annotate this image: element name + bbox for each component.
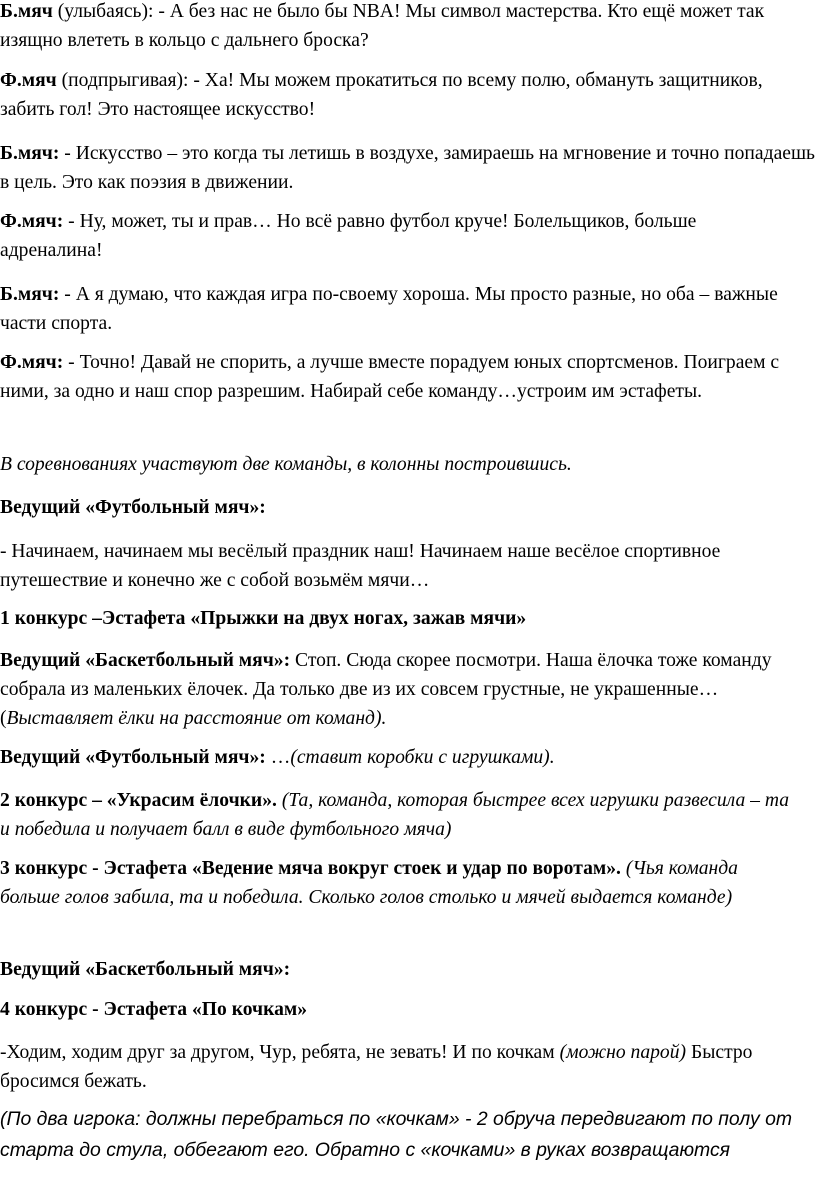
dialogue-text: - Точно! Давай не спорить, а лучше вместе порадуем юных спортсменов. Поиграем с ними, за одно и наш спор разрешим. Набирай себе команду…устроим им эстафеты. <box>0 352 780 402</box>
contest-rules: (По два игрока: должны перебраться по «кочкам» - 2 обруча передвигают по полу от старта до стула, оббегают его. Обратно с «кочками» в руках возвращаются <box>0 1108 793 1161</box>
dialogue-text: - Искусство – это когда ты летишь в воздухе, замираешь на мгновение и точно попадаешь в цель. Это как поэзия в движении. <box>0 143 815 193</box>
speaker-label: Б.мяч: <box>0 143 60 164</box>
host-heading-basketball <box>0 955 800 984</box>
contest-4-rules <box>0 1104 816 1166</box>
contest-title: 1 конкурс –Эстафета «Прыжки на двух ногах, зажав мячи» <box>0 608 527 629</box>
ellipsis-text: … <box>265 747 291 768</box>
paragraph-rhyme <box>0 1038 800 1096</box>
stage-direction-text: В соревнованиях участвуют две команды, в колонны построившись. <box>0 454 572 475</box>
paragraph-dialogue-4 <box>0 207 800 265</box>
contest-rules: (Чья команда больше голов забила, та и победила. Сколько голов столько и мячей выдается команде) <box>0 858 738 908</box>
host-label: Ведущий «Футбольный мяч»: <box>0 497 266 518</box>
rhyme-note: (можно парой) <box>559 1042 687 1063</box>
speaker-label: Ф.мяч <box>0 70 57 91</box>
stage-direction <box>0 450 800 479</box>
dialogue-text: - Ну, может, ты и прав… Но всё равно футбол круче! Болельщиков, больше адреналина! <box>0 211 697 261</box>
speaker-label: Б.мяч: <box>0 284 60 305</box>
contest-2-paragraph <box>0 786 800 844</box>
paragraph-host-speech <box>0 537 816 595</box>
host-label: Ведущий «Футбольный мяч»: <box>0 747 266 768</box>
contest-rules: (Та, команда, которая быстрее всех игрушки развесила – та и победила и получает балл в виде футбольного мяча) <box>0 790 790 840</box>
speaker-label: Ф.мяч: <box>0 211 64 232</box>
paragraph-dialogue-2 <box>0 66 800 124</box>
host-speech-text: - Начинаем, начинаем мы весёлый праздник наш! Начинаем наше весёлое спортивное путешествие и конечно же с собой возьмём мячи… <box>0 541 721 591</box>
dialogue-text: - А я думаю, что каждая игра по-своему хороша. Мы просто разные, но оба – важные части спорта. <box>0 284 778 334</box>
dialogue-text: (улыбаясь): - А без нас не было бы NBA! Мы символ мастерства. Кто ещё может так изящно влететь в кольцо с дальнего броска? <box>0 1 765 51</box>
contest-4-heading <box>0 995 800 1024</box>
contest-title: 2 конкурс – «Украсим ёлочки». <box>0 790 277 811</box>
contest-title: 3 конкурс - Эстафета «Ведение мяча вокруг стоек и удар по воротам». <box>0 858 621 879</box>
paragraph-dialogue-6 <box>0 348 800 406</box>
paragraph-host-basketball <box>0 646 800 733</box>
rhyme-text: -Ходим, ходим друг за другом, Чур, ребята, не зевать! И по кочкам <box>0 1042 560 1063</box>
contest-1-heading <box>0 604 800 633</box>
rhyme-text-end: Быстро бросимся бежать. <box>0 1042 753 1092</box>
speaker-label: Б.мяч <box>0 1 53 22</box>
paragraph-host-football-2 <box>0 743 800 772</box>
paragraph-dialogue-1 <box>0 0 800 55</box>
dialogue-text: (подпрыгивая): - Ха! Мы можем прокатиться по всему полю, обмануть защитников, забить гол! Это настоящее искусство! <box>0 70 763 120</box>
stage-direction-inline: Выставляет ёлки на расстояние от команд). <box>6 708 387 729</box>
host-heading-football <box>0 493 800 522</box>
speaker-label: Ф.мяч: <box>0 352 64 373</box>
contest-title: 4 конкурс - Эстафета «По кочкам» <box>0 999 308 1020</box>
contest-3-paragraph <box>0 854 800 912</box>
host-label: Ведущий «Баскетбольный мяч»: <box>0 650 291 671</box>
paragraph-dialogue-5 <box>0 280 800 338</box>
paragraph-dialogue-3 <box>0 139 816 197</box>
host-speech-text: Стоп. Сюда скорее посмотри. Наша ёлочка тоже команду собрала из маленьких ёлочек. Да только две из их совсем грустные, не украшенные… ( <box>0 650 772 729</box>
host-label: Ведущий «Баскетбольный мяч»: <box>0 959 291 980</box>
stage-direction-inline: (ставит коробки с игрушками). <box>290 747 555 768</box>
